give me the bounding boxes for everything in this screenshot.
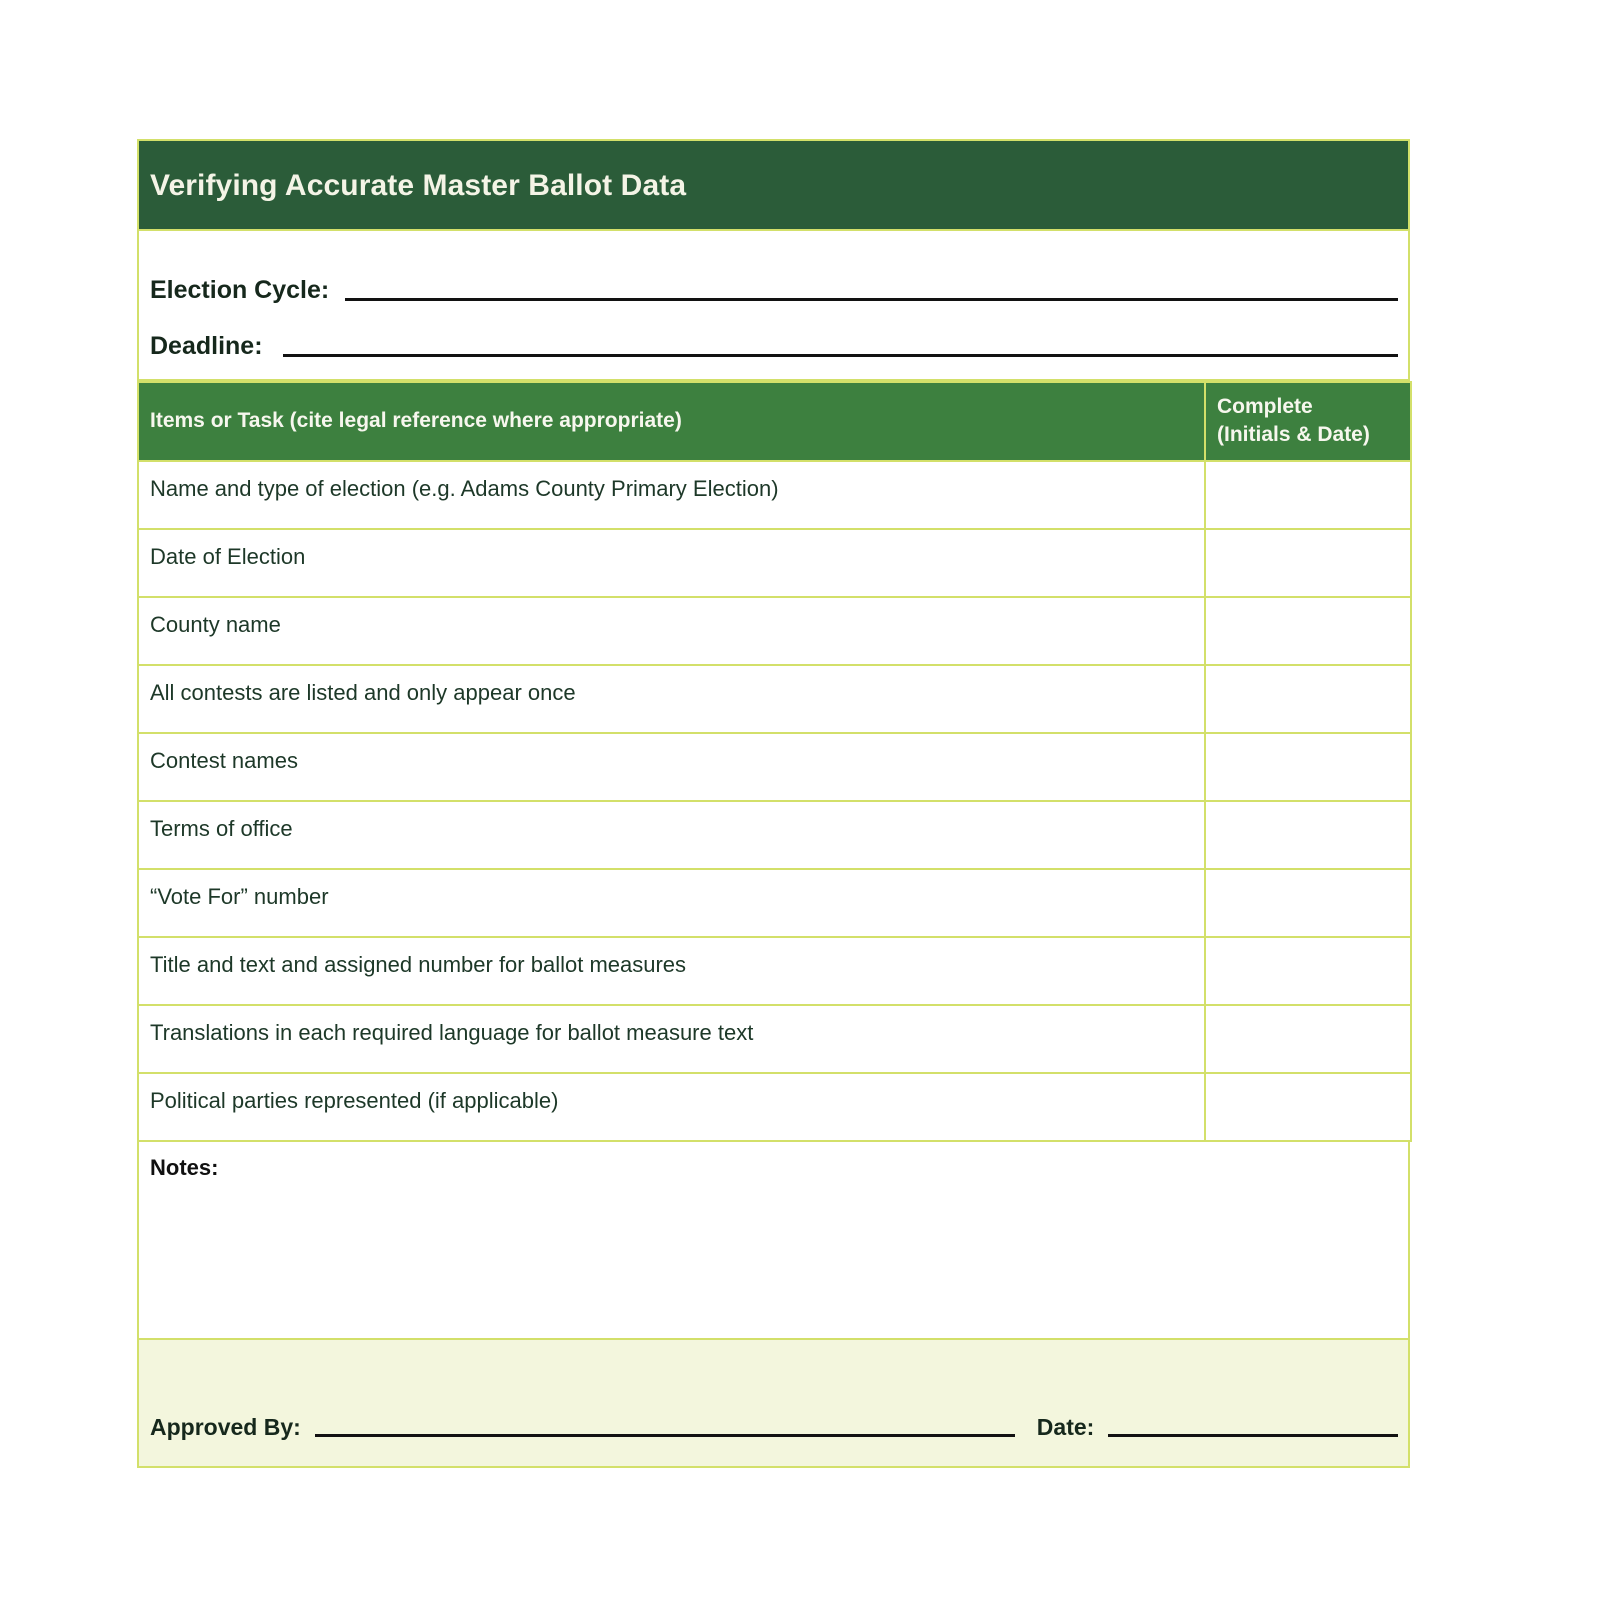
- approval-date-label: Date:: [1036, 1414, 1095, 1441]
- table-row: [138, 529, 1411, 597]
- table-row: [138, 665, 1411, 733]
- column-header-complete: [1205, 382, 1411, 461]
- checklist-item-complete-input[interactable]: [1205, 1073, 1411, 1141]
- notes-section[interactable]: [137, 1142, 1410, 1340]
- checklist-item-text: County name: [138, 597, 1205, 665]
- checklist-item-text: Political parties represented (if applicable): [138, 1073, 1205, 1141]
- checklist-item-text: Terms of office: [138, 801, 1205, 869]
- election-cycle-input[interactable]: [345, 297, 1398, 301]
- column-header-complete-line2: (Initials & Date): [1217, 422, 1370, 446]
- table-row: [138, 597, 1411, 665]
- checklist-item-text: “Vote For” number: [138, 869, 1205, 937]
- checklist-item-complete-input[interactable]: [1205, 665, 1411, 733]
- approval-row: [150, 1414, 1398, 1444]
- checklist-item-complete-input[interactable]: [1205, 869, 1411, 937]
- column-header-task: Items or Task (cite legal reference where appropriate): [138, 382, 1205, 461]
- checklist-item-complete-input[interactable]: [1205, 801, 1411, 869]
- checklist-item-complete-input[interactable]: [1205, 597, 1411, 665]
- election-cycle-label: Election Cycle:: [150, 276, 330, 304]
- approved-by-label: Approved By:: [150, 1414, 301, 1441]
- checklist-item-text: Translations in each required language for ballot measure text: [138, 1005, 1205, 1073]
- deadline-input[interactable]: [283, 353, 1398, 357]
- ballot-verification-form: [137, 139, 1410, 1468]
- checklist-item-text: Date of Election: [138, 529, 1205, 597]
- checklist-item-complete-input[interactable]: [1205, 529, 1411, 597]
- table-row: [138, 1073, 1411, 1141]
- checklist-item-complete-input[interactable]: [1205, 733, 1411, 801]
- table-header-row: [138, 382, 1411, 461]
- form-meta-section: [137, 231, 1410, 381]
- form-title-bar: [137, 139, 1410, 231]
- checklist-table: [137, 381, 1412, 1142]
- table-row: [138, 733, 1411, 801]
- page-title: Verifying Accurate Master Ballot Data: [150, 168, 687, 202]
- column-header-complete-line1: Complete: [1217, 395, 1313, 418]
- checklist-item-complete-input[interactable]: [1205, 1005, 1411, 1073]
- table-row: [138, 869, 1411, 937]
- checklist-item-text: Contest names: [138, 733, 1205, 801]
- checklist-item-complete-input[interactable]: [1205, 461, 1411, 529]
- deadline-row: [150, 309, 1398, 365]
- checklist-table-head: [138, 382, 1411, 461]
- checklist-item-text: Name and type of election (e.g. Adams County Primary Election): [138, 461, 1205, 529]
- checklist-item-text: Title and text and assigned number for ballot measures: [138, 937, 1205, 1005]
- checklist-item-complete-input[interactable]: [1205, 937, 1411, 1005]
- notes-label: Notes:: [150, 1155, 219, 1181]
- table-row: [138, 801, 1411, 869]
- election-cycle-row: [150, 253, 1398, 309]
- approval-date-input[interactable]: [1108, 1433, 1398, 1437]
- table-row: [138, 1005, 1411, 1073]
- approval-section: [137, 1340, 1410, 1468]
- checklist-item-text: All contests are listed and only appear once: [138, 665, 1205, 733]
- table-row: [138, 461, 1411, 529]
- table-row: [138, 937, 1411, 1005]
- approved-by-input[interactable]: [315, 1433, 1015, 1437]
- checklist-table-body: [138, 461, 1411, 1141]
- deadline-label: Deadline:: [150, 332, 263, 360]
